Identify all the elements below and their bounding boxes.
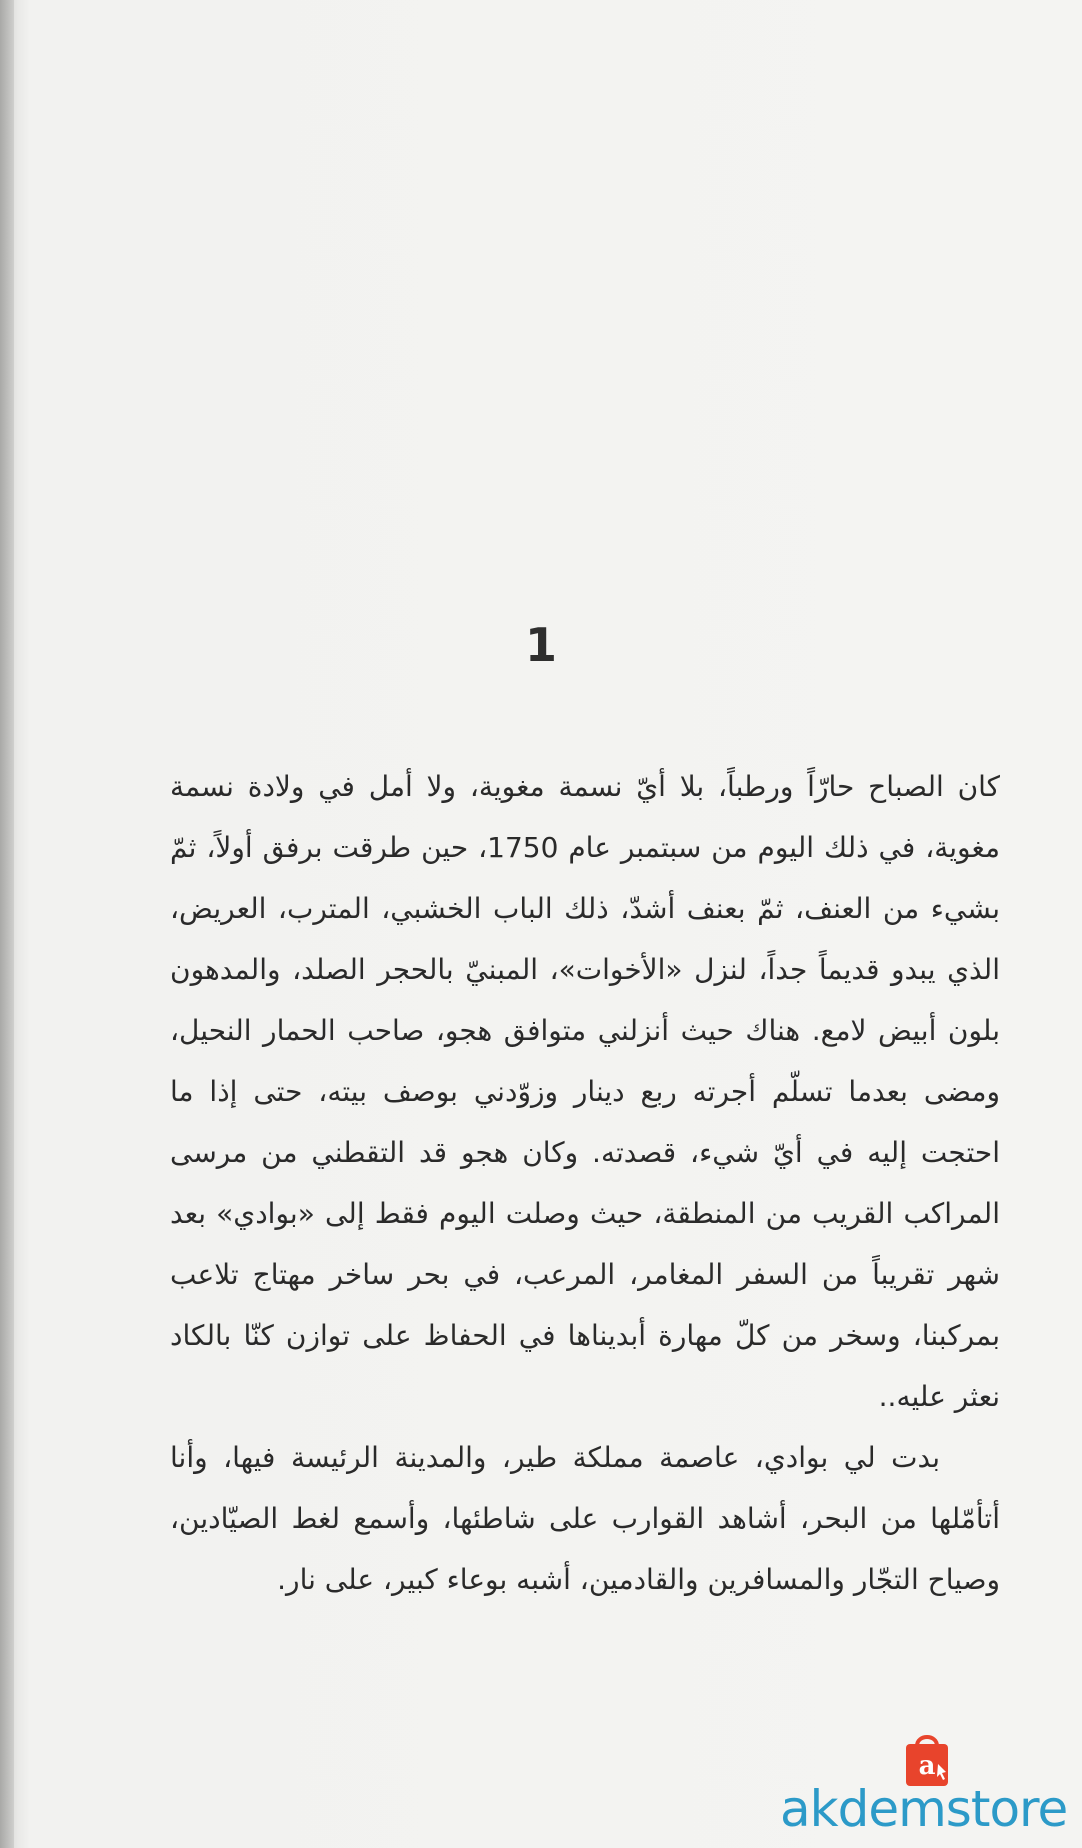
akdemstore-watermark bbox=[780, 1728, 1080, 1848]
paragraph-1: كان الصباح حارّاً ورطباً، بلا أيّ نسمة مغوية، ولا أمل في ولادة نسمة مغوية، في ذلك اليوم من سبتمبر عام 1750، حين طرقت برفق أولاً، ثمّ بشيء من العنف، ثمّ بعنف أشدّ، ذلك الباب الخشبي، المترب، العريض، الذي يبدو قديماً جداً، لنزل «الأخوات»، المبنيّ بالحجر الصلد، والمدهون بلون أبيض لامع. هناك حيث أنزلني متوافق هجو، صاحب الحمار النحيل، ومضى بعدما تسلّم أجرته ربع دينار وزوّدني بوصف بيته، حتى إذا ما احتجت إليه في أيّ شيء، قصدته. وكان هجو قد التقطني من مرسى المراكب القريب من المنطقة، حيث وصلت اليوم فقط إلى «بوادي» بعد شهر تقريباً من السفر المغامر، المرعب، في بحر ساخر مهتاج تلاعب بمركبنا، وسخر من كلّ مهارة أبديناها في الحفاظ على توازن كنّا بالكاد نعثر عليه.. bbox=[170, 770, 1001, 1413]
chapter-body bbox=[170, 756, 1000, 1610]
svg-text:a: a bbox=[918, 1751, 936, 1781]
shopping-bag-icon bbox=[898, 1728, 956, 1788]
paragraph-2: بدت لي بوادي، عاصمة مملكة طير، والمدينة الرئيسة فيها، وأنا أتأمّلها من البحر، أشاهد القوارب على شاطئها، وأسمع لغط الصيّادين، وصياح التجّار والمسافرين والقادمين، أشبه بوعاء كبير، على نار. bbox=[170, 1441, 1000, 1596]
chapter-number: 1 bbox=[524, 618, 557, 672]
brand-name: akdemstore bbox=[780, 1780, 1068, 1838]
page-spine-shadow bbox=[0, 0, 14, 1848]
